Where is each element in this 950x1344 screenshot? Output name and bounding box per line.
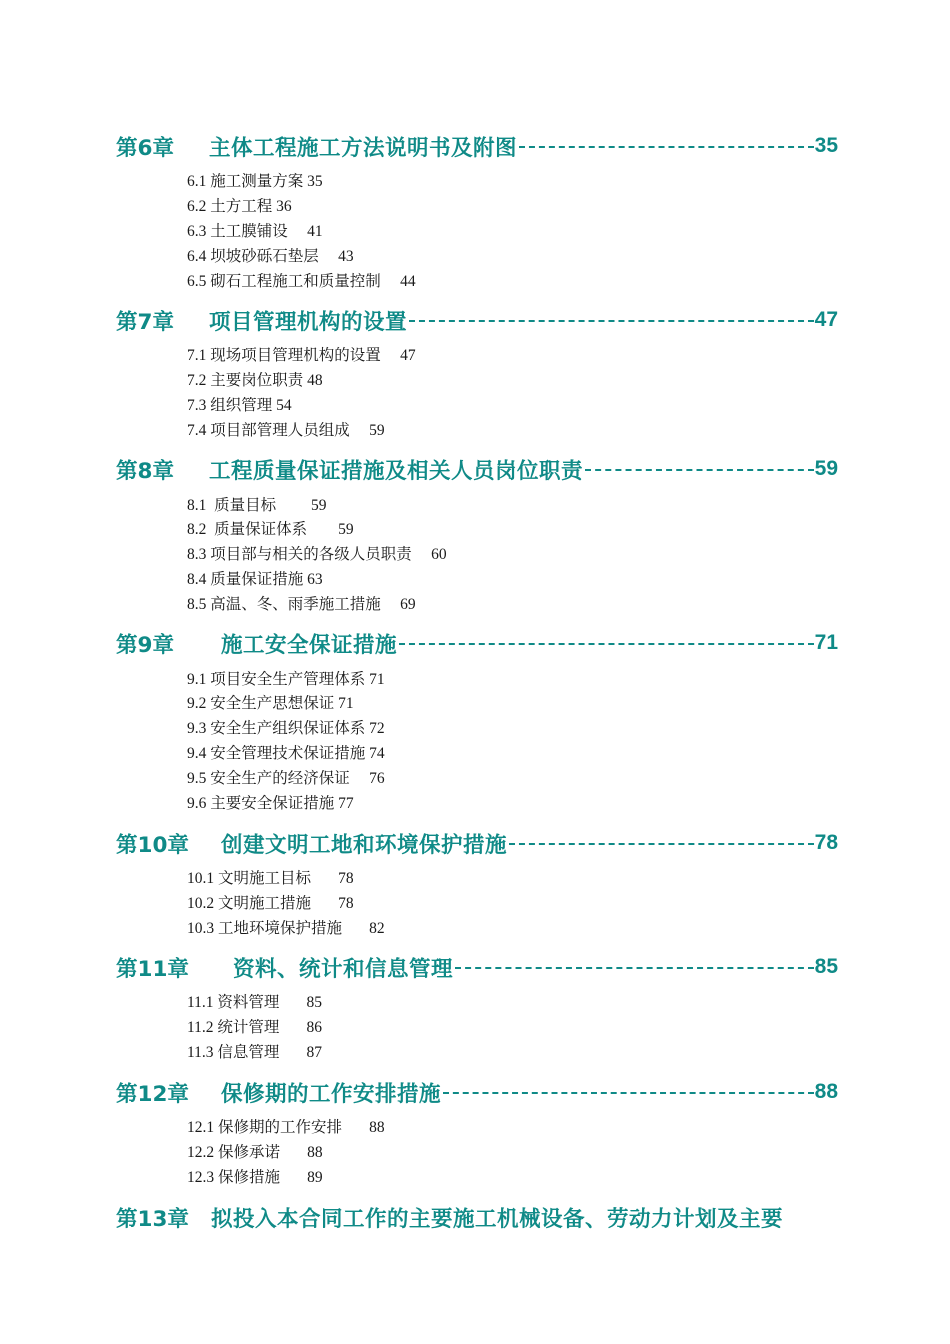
chapter-title: 保修期的工作安排措施 <box>221 1081 442 1107</box>
toc-chapter-9[interactable] <box>116 627 838 659</box>
chapter-number: 第8章 <box>116 458 174 484</box>
dot-leader <box>509 843 814 845</box>
toc-section[interactable]: 6.1 施工测量方案 35 <box>187 173 323 190</box>
chapter-number: 第7章 <box>116 309 174 335</box>
toc-chapter-13[interactable] <box>116 1201 838 1233</box>
chapter-number: 第6章 <box>116 135 174 161</box>
toc-section[interactable]: 6.5 砌石工程施工和质量控制 44 <box>187 273 416 290</box>
chapter-page-number: 35 <box>814 134 838 157</box>
dot-leader <box>585 469 814 471</box>
chapter-number: 第9章 <box>116 632 174 658</box>
chapter-title: 项目管理机构的设置 <box>209 309 408 335</box>
toc-chapter-8[interactable] <box>116 453 838 485</box>
dot-leader <box>409 320 814 322</box>
chapter-page-number: 88 <box>814 1080 838 1103</box>
toc-chapter-7[interactable] <box>116 304 838 336</box>
toc-section[interactable]: 10.2 文明施工措施 78 <box>187 895 354 912</box>
toc-section[interactable]: 9.3 安全生产组织保证体系 72 <box>187 720 385 737</box>
dot-leader <box>443 1092 814 1094</box>
chapter-number: 第10章 <box>116 832 189 858</box>
toc-section[interactable]: 9.4 安全管理技术保证措施 74 <box>187 745 385 762</box>
toc-section[interactable]: 10.3 工地环境保护措施 82 <box>187 920 385 937</box>
toc-section[interactable]: 8.1 质量目标 59 <box>187 497 327 514</box>
toc-section[interactable]: 7.1 现场项目管理机构的设置 47 <box>187 347 416 364</box>
toc-section[interactable]: 8.5 高温、冬、雨季施工措施 69 <box>187 596 416 613</box>
chapter-title: 资料、统计和信息管理 <box>233 956 454 982</box>
chapter-page-number: 59 <box>814 457 838 480</box>
toc-section[interactable]: 7.3 组织管理 54 <box>187 397 292 414</box>
chapter-page-number: 78 <box>814 831 838 854</box>
toc-section[interactable]: 6.2 土方工程 36 <box>187 198 292 215</box>
chapter-number: 第11章 <box>116 956 189 982</box>
toc-chapter-11[interactable] <box>116 951 838 983</box>
chapter-page-number: 85 <box>814 955 838 978</box>
toc-section[interactable]: 11.1 资料管理 85 <box>187 994 323 1011</box>
toc-section[interactable]: 12.1 保修期的工作安排 88 <box>187 1119 385 1136</box>
chapter-title: 创建文明工地和环境保护措施 <box>221 832 508 858</box>
chapter-title: 拟投入本合同工作的主要施工机械设备、劳动力计划及主要 <box>211 1206 784 1232</box>
toc-section[interactable]: 11.2 统计管理 86 <box>187 1019 323 1036</box>
toc-section[interactable]: 7.4 项目部管理人员组成 59 <box>187 422 385 439</box>
toc-section[interactable]: 12.2 保修承诺 88 <box>187 1144 323 1161</box>
toc-section[interactable]: 9.5 安全生产的经济保证 76 <box>187 770 385 787</box>
toc-section[interactable]: 8.3 项目部与相关的各级人员职责 60 <box>187 546 447 563</box>
chapter-page-number: 71 <box>814 631 838 654</box>
toc-section[interactable]: 9.2 安全生产思想保证 71 <box>187 695 354 712</box>
toc-chapter-10[interactable] <box>116 827 838 859</box>
toc-chapter-6[interactable] <box>116 130 838 162</box>
toc-section[interactable]: 8.4 质量保证措施 63 <box>187 571 323 588</box>
dot-leader <box>399 643 814 645</box>
toc-chapter-12[interactable] <box>116 1076 838 1108</box>
dot-leader <box>519 146 814 148</box>
toc-section[interactable]: 7.2 主要岗位职责 48 <box>187 372 323 389</box>
toc-section[interactable]: 8.2 质量保证体系 59 <box>187 521 354 538</box>
toc-section[interactable]: 6.4 坝坡砂砾石垫层 43 <box>187 248 354 265</box>
dot-leader <box>455 967 814 969</box>
chapter-number: 第12章 <box>116 1081 189 1107</box>
toc-section[interactable]: 12.3 保修措施 89 <box>187 1169 323 1186</box>
chapter-title: 主体工程施工方法说明书及附图 <box>209 135 518 161</box>
toc-section[interactable]: 10.1 文明施工目标 78 <box>187 870 354 887</box>
toc-section[interactable]: 9.6 主要安全保证措施 77 <box>187 795 354 812</box>
chapter-number: 第13章 <box>116 1206 189 1232</box>
toc-section[interactable]: 6.3 土工膜铺设 41 <box>187 223 323 240</box>
chapter-page-number: 47 <box>814 308 838 331</box>
toc-section[interactable]: 9.1 项目安全生产管理体系 71 <box>187 671 385 688</box>
toc-section[interactable]: 11.3 信息管理 87 <box>187 1044 323 1061</box>
chapter-title: 工程质量保证措施及相关人员岗位职责 <box>209 458 584 484</box>
chapter-title: 施工安全保证措施 <box>221 632 398 658</box>
